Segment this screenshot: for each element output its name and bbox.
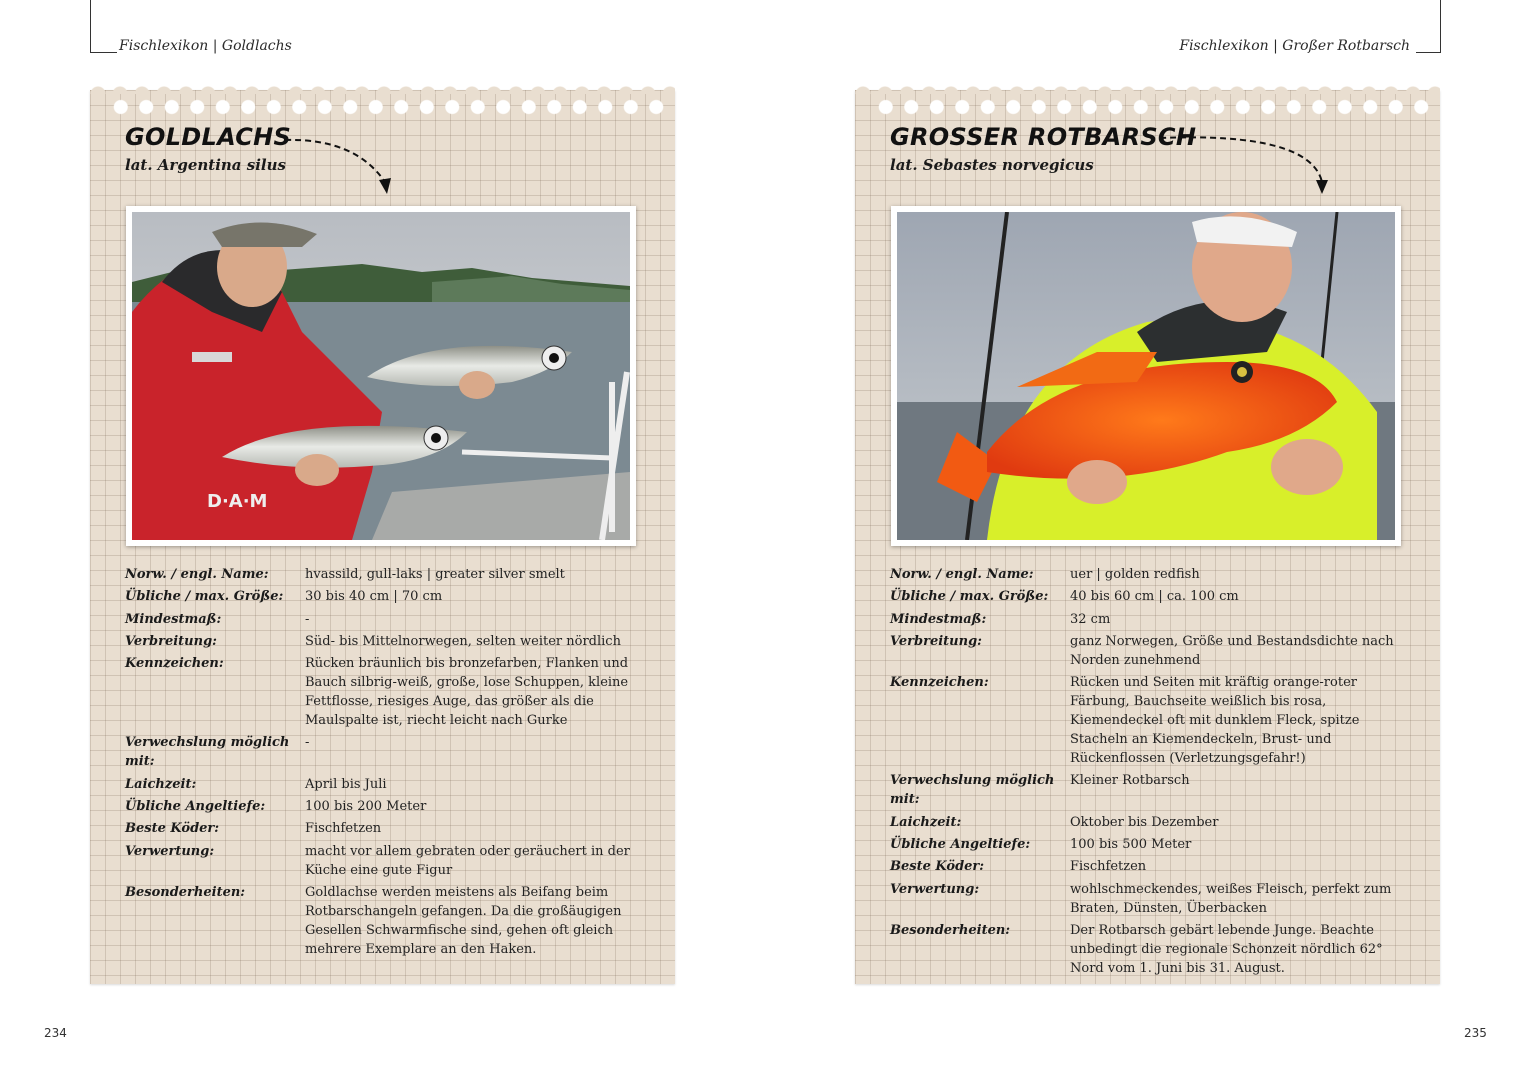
spec-value: -	[305, 611, 310, 627]
spec-value: Oktober bis Dezember	[1070, 814, 1219, 830]
spec-row	[125, 797, 645, 816]
spec-label: Übliche / max. Größe:	[890, 589, 1049, 605]
spec-label: Mindestmaß:	[125, 611, 222, 627]
spec-row	[125, 733, 645, 771]
spec-label: Besonderheiten:	[890, 922, 1011, 938]
spec-label: Verwechslung möglich mit:	[125, 735, 290, 770]
fish-title: GOLDLACHS	[125, 123, 292, 151]
spec-value: Fischfetzen	[1070, 859, 1147, 875]
spec-row	[125, 883, 645, 959]
spec-value: macht vor allem gebraten oder geräuchert in der Küche eine gute Figur	[305, 843, 630, 878]
angler-rotbarsch-image	[897, 212, 1395, 540]
fish-title: GROSSER ROTBARSCH	[890, 123, 1197, 151]
running-header-right: Fischlexikon | Großer Rotbarsch	[1179, 38, 1410, 54]
fish-latin-name: lat. Argentina silus	[125, 156, 286, 174]
spec-label: Übliche Angeltiefe:	[125, 799, 266, 815]
spec-value: Rücken bräunlich bis bronzefarben, Flanken und Bauch silbrig-weiß, große, lose Schuppen, kleine Fettflosse, riesiges Auge, das größer als die Maulspalte ist, riecht leicht nach Gurke	[305, 656, 629, 729]
spec-row	[125, 775, 645, 794]
fish-specs	[890, 565, 1410, 981]
page-number-left: 234	[44, 1026, 67, 1040]
spec-label: Beste Köder:	[890, 859, 985, 875]
spec-value: hvassild, gull-laks | greater silver smelt	[305, 567, 565, 582]
spec-value: Der Rotbarsch gebärt lebende Junge. Beachte unbedingt die regionale Schonzeit nördlich 62° Nord vom 1. Juni bis 31. August.	[1070, 922, 1383, 976]
spec-value: uer | golden redfish	[1070, 567, 1200, 582]
spec-label: Übliche / max. Größe:	[125, 589, 284, 605]
page-number-right: 235	[1464, 1026, 1487, 1040]
spec-label: Übliche Angeltiefe:	[890, 837, 1031, 853]
spec-value: Goldlachse werden meistens als Beifang beim Rotbarschangeln gefangen. Da die großäugigen Gesellen Schwarmfische sind, gehen oft gleich mehrere Exemplare an den Haken.	[305, 884, 622, 957]
spec-row	[125, 565, 645, 584]
spec-row	[890, 673, 1410, 768]
notebook-holes	[108, 99, 665, 115]
spec-label: Besonderheiten:	[125, 884, 246, 900]
spec-label: Kennzeichen:	[125, 656, 224, 672]
header-corner-mark-right	[1416, 0, 1441, 53]
spec-label: Verwechslung möglich mit:	[890, 773, 1055, 808]
spec-row	[890, 632, 1410, 670]
spec-value: 40 bis 60 cm | ca. 100 cm	[1070, 589, 1239, 605]
spec-label: Norw. / engl. Name:	[890, 567, 1034, 582]
spec-row	[890, 813, 1410, 832]
spec-label: Verbreitung:	[890, 633, 982, 649]
header-corner-mark-left	[90, 0, 117, 53]
angler-goldlachs-image	[132, 212, 630, 540]
spec-row	[890, 610, 1410, 629]
spec-label: Kennzeichen:	[890, 675, 989, 691]
spec-value: -	[305, 735, 310, 751]
spec-label: Norw. / engl. Name:	[125, 567, 269, 582]
spec-label: Laichzeit:	[125, 776, 197, 792]
fish-photo	[891, 206, 1401, 546]
spec-value: Süd- bis Mittelnorwegen, selten weiter nördlich	[305, 633, 621, 649]
running-header-left: Fischlexikon | Goldlachs	[119, 38, 292, 54]
spec-row	[890, 835, 1410, 854]
fish-latin-name: lat. Sebastes norvegicus	[890, 156, 1094, 174]
spec-value: April bis Juli	[305, 776, 387, 792]
spec-row	[890, 587, 1410, 606]
spec-row	[125, 610, 645, 629]
spec-row	[125, 632, 645, 651]
dashed-arrow-icon	[285, 130, 395, 200]
fish-specs	[125, 565, 645, 962]
spec-label: Verwertung:	[125, 843, 215, 859]
fish-card-goldlachs	[90, 90, 675, 984]
torn-edge	[90, 76, 675, 94]
fish-card-rotbarsch	[855, 90, 1440, 984]
spec-value: 100 bis 200 Meter	[305, 799, 427, 815]
spec-label: Mindestmaß:	[890, 611, 987, 627]
spec-label: Beste Köder:	[125, 821, 220, 837]
spec-label: Verbreitung:	[125, 633, 217, 649]
spec-value: ganz Norwegen, Größe und Bestandsdichte nach Norden zunehmend	[1070, 633, 1394, 668]
spec-value: 32 cm	[1070, 611, 1111, 627]
spec-row	[890, 771, 1410, 809]
spec-row	[890, 880, 1410, 918]
spec-value: 30 bis 40 cm | 70 cm	[305, 589, 443, 605]
spec-row	[125, 819, 645, 838]
jacket-logo: D·A·M	[207, 491, 268, 512]
spec-value: wohlschmeckendes, weißes Fleisch, perfekt zum Braten, Dünsten, Überbacken	[1070, 881, 1392, 916]
spec-value: Rücken und Seiten mit kräftig orange-roter Färbung, Bauchseite weißlich bis rosa, Kiemendeckel oft mit dunklem Fleck, spitze Stacheln an Kiemendeckeln, Brust- und Rückenflossen (Verletzungsgefahr!)	[1070, 675, 1360, 767]
fish-photo	[126, 206, 636, 546]
spec-row	[890, 857, 1410, 876]
spec-row	[890, 565, 1410, 584]
spec-row	[125, 654, 645, 730]
spec-row	[125, 587, 645, 606]
spec-value: 100 bis 500 Meter	[1070, 837, 1192, 853]
spec-label: Verwertung:	[890, 881, 980, 897]
torn-edge	[855, 76, 1440, 94]
spec-row	[125, 842, 645, 880]
dashed-arrow-icon	[1160, 130, 1330, 200]
spec-row	[890, 921, 1410, 978]
notebook-holes	[873, 99, 1430, 115]
spec-label: Laichzeit:	[890, 814, 962, 830]
spec-value: Fischfetzen	[305, 821, 382, 837]
spec-value: Kleiner Rotbarsch	[1070, 773, 1190, 789]
